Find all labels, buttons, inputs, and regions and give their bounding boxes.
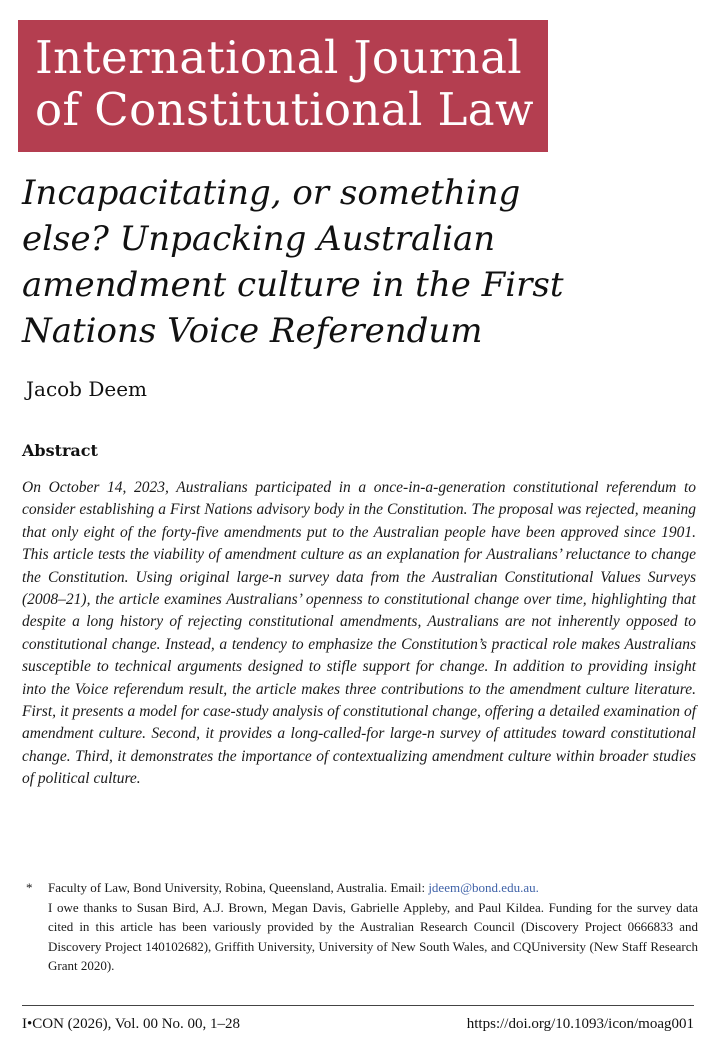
- author-name: Jacob Deem: [26, 377, 148, 401]
- journal-banner: [18, 20, 548, 152]
- doi-link[interactable]: https://doi.org/10.1093/icon/moag001: [466, 1016, 694, 1032]
- author-footnote: [22, 878, 698, 976]
- abstract-text: On October 14, 2023, Australians participated in a once-in-a-generation constitutional referendum to consider establishing a First Nations advisory body in the Constitution. The proposal was rejected, meaning that only eight of the forty-five amendments put to the Australian people have been approved since 1901. This article tests the viability of amendment culture as an explanation for Australians’ reluctance to change the Constitution. Using original large-n survey data from the Australian Constitutional Values Surveys (2008–21), the article examines Australians’ openness to constitutional change over time, highlighting that despite a long history of rejecting constitutional amendments, Australians are not inherently opposed to constitutional change. Instead, a tendency to emphasize the Constitution’s practical role makes Australians susceptible to technical arguments designed to stifle support for change. In addition to providing insight into the Voice referendum result, the article makes three contributions to the amendment culture literature. First, it presents a model for case-study analysis of constitutional change, offering a detailed examination of amendment culture. Second, it provides a long-called-for large-n survey of attitudes toward constitutional change. Third, it demonstrates the importance of contextualizing amendment culture within broader studies of political culture.: [22, 479, 696, 788]
- footer-divider: [22, 1005, 694, 1006]
- journal-citation: I•CON (2026), Vol. 00 No. 00, 1–28: [22, 1016, 241, 1032]
- author-email-link[interactable]: jdeem@bond.edu.au.: [428, 880, 539, 895]
- footnote-acknowledgment: I owe thanks to Susan Bird, A.J. Brown, Megan Davis, Gabrielle Appleby, and Paul Kildea. Funding for the survey data cited in this article has been variously provided by the Australian Research Council (Discovery Project 0666833 and Discovery Project 140102682), Griffith University, University of New South Wales, and CQUniversity (New Staff Research Grant 2020).: [48, 899, 698, 974]
- footnote-affiliation: Faculty of Law, Bond University, Robina, Queensland, Australia. Email:: [48, 880, 429, 895]
- article-title: Incapacitating, or something else? Unpacking Australian amendment culture in the First Nations Voice Referendum: [22, 173, 564, 351]
- footnote-body: [48, 878, 698, 976]
- footnote-marker: *: [26, 880, 33, 895]
- journal-title-line-2: of Constitutional Law: [35, 83, 534, 136]
- journal-title-line-1: International Journal: [35, 31, 523, 84]
- abstract-heading: Abstract: [22, 441, 98, 460]
